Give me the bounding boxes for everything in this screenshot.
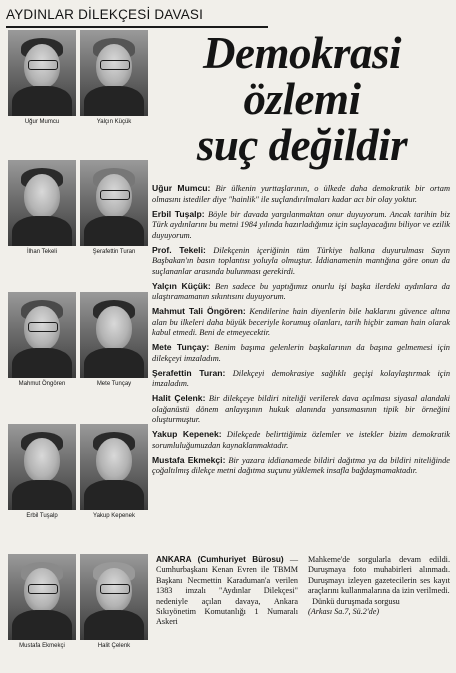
quote-item	[152, 342, 450, 364]
portrait-photo	[8, 554, 76, 640]
photo-caption: Yalçın Küçük	[96, 119, 132, 125]
kicker-text: AYDINLAR DİLEKÇESİ DAVASI	[6, 7, 204, 22]
portrait-photo	[80, 160, 148, 246]
quote-item	[152, 368, 450, 390]
headline	[152, 30, 452, 168]
quote-text: Dilekçeyi demokrasiye sağlıklı geçişi kolaylaştırmak için imzaladım.	[152, 368, 451, 388]
portrait-photo	[80, 424, 148, 510]
quote-item	[152, 209, 450, 242]
quotes-block	[152, 183, 450, 480]
section-kicker	[6, 4, 268, 28]
portrait-photo	[8, 160, 76, 246]
quote-text: Ben sadece bu yaptığımız onurlu işi başka ilerdeki aydınlara da ulaştıramamanın sıkıntısını duyuyorum.	[152, 281, 450, 301]
photo-caption: Yakup Kepenek	[93, 513, 135, 519]
article-text: Dünkü duruşmada sorgusu	[312, 596, 400, 606]
portrait-photo	[80, 554, 148, 640]
photo-caption: Uğur Mumcu	[24, 119, 60, 125]
headline-line: suç değildir	[196, 120, 408, 170]
headline-line: özlemi	[243, 74, 361, 124]
quote-speaker: Uğur Mumcu:	[152, 183, 211, 193]
article-body	[156, 555, 450, 671]
quote-speaker: Yalçın Küçük:	[152, 280, 211, 291]
article-column	[308, 555, 450, 671]
photo-caption: Erbil Tuşalp	[26, 513, 58, 519]
headline-line: Demokrasi	[203, 28, 401, 78]
photo-caption: İlhan Tekeli	[27, 249, 57, 255]
quote-speaker: Mete Tunçay:	[152, 342, 210, 352]
photo-caption: Halit Çelenk	[97, 643, 131, 649]
quote-text: Dilekçenin içeriğinin tüm Türkiye halkına duyurulması Sayın Başbakan'ın basın toplantısı yoluyla olmuştur. İddianamenin mantığına göre onun da suçlananlar arasında bulunması gerekirdi.	[152, 245, 450, 276]
quote-text: Kendilerine hain diyenlerin bile haklarını güvence altına alan bu ilkeleri daha büyük beceriyle korumuş olanları, tarih hiçbir zaman hain olarak kabul etmedi. Beni de etmeyecektir.	[152, 307, 450, 337]
article-column	[156, 555, 298, 671]
portrait-photo	[8, 292, 76, 378]
quote-text: Bir yazara iddianamede bildiri dağıtma ya da bildiri niteliğinde çoğaltılmış dilekçe metni dağıtma suçunu yüklemek insafla bağdaşmamaktadır.	[152, 455, 450, 475]
photo-caption: Şerafettin Turan	[92, 249, 136, 255]
quote-text: Dilekçede belirttiğimiz özlemler ve istekler bizim demokratik sorumluluğumuzdan kaynaklanmaktadır.	[152, 430, 450, 450]
quote-item	[152, 393, 450, 426]
quote-item	[152, 183, 450, 205]
portrait-photo	[8, 424, 76, 510]
quote-text: Bir dilekçeye bildiri niteliği verilerek dava açılması siyasal alandaki olağanüstü dönem anlayışının hukuk alanında yansımasının tipik bir örneğini oluşturmuştur.	[152, 394, 450, 424]
quote-speaker: Mustafa Ekmekçi:	[152, 454, 226, 465]
quote-item	[152, 429, 450, 451]
quote-speaker: Prof. Tekeli:	[152, 244, 206, 255]
quote-text: Bir ülkenin yurttaşlarının, o ülkede daha demokratik bir ortam olmasını istediler diye "hainlik" ile suçlandırılmaları kadar acı bir olay yoktur.	[152, 184, 450, 204]
quote-speaker: Erbil Tuşalp:	[152, 208, 205, 219]
quote-text: Böyle bir davada yargılanmaktan onur duyuyorum. Ancak tarihin biz Türk aydınlarını bu metni 1984 yılında hazırladığımız için suçlayacağını biliyor ve ezilik duyuyorum.	[152, 209, 450, 240]
quote-text: Benim başıma gelenlerin başkalarının da başına gelmemesi için dilekçeyi imzaladım.	[152, 343, 450, 363]
photo-caption: Mete Tunçay	[96, 381, 132, 387]
continued-note: (Arkası Sa.7, Sü.2'de)	[308, 607, 380, 617]
portrait-photo	[8, 30, 76, 116]
photo-caption: Mustafa Ekmekçi	[19, 643, 65, 649]
quote-speaker: Mahmut Tali Öngören:	[152, 306, 246, 316]
quote-speaker: Halit Çelenk:	[152, 393, 206, 403]
quote-item	[152, 281, 450, 303]
quote-item	[152, 306, 450, 339]
portrait-photo	[80, 292, 148, 378]
photo-caption: Mahmut Öngören	[18, 381, 66, 387]
quote-item	[152, 245, 450, 278]
article-text: Mahkeme'de sorgularla devam edildi. Duruşmaya foto muhabirleri alınmadı. Duruşmayı izleyen gazetecilerin ses kayıt araçlarını kullanmalarına da izin verilmedi.	[308, 555, 450, 596]
dateline: ANKARA (Cumhuriyet Bürosu)	[156, 555, 284, 564]
article-text: — Cumhurbaşkanı Kenan Evren ile TBMM Başkanı Necmettin Karaduman'a verilen 1383 imzalı "Aydınlar Dilekçesi" nedeniyle açılan davaya, Ankara Sıkıyönetim Komutanlığı 1 Numaralı Askeri	[156, 555, 299, 627]
quote-speaker: Şerafettin Turan:	[152, 367, 226, 378]
quote-item	[152, 455, 450, 477]
portrait-photo	[80, 30, 148, 116]
quote-speaker: Yakup Kepenek:	[152, 429, 222, 439]
